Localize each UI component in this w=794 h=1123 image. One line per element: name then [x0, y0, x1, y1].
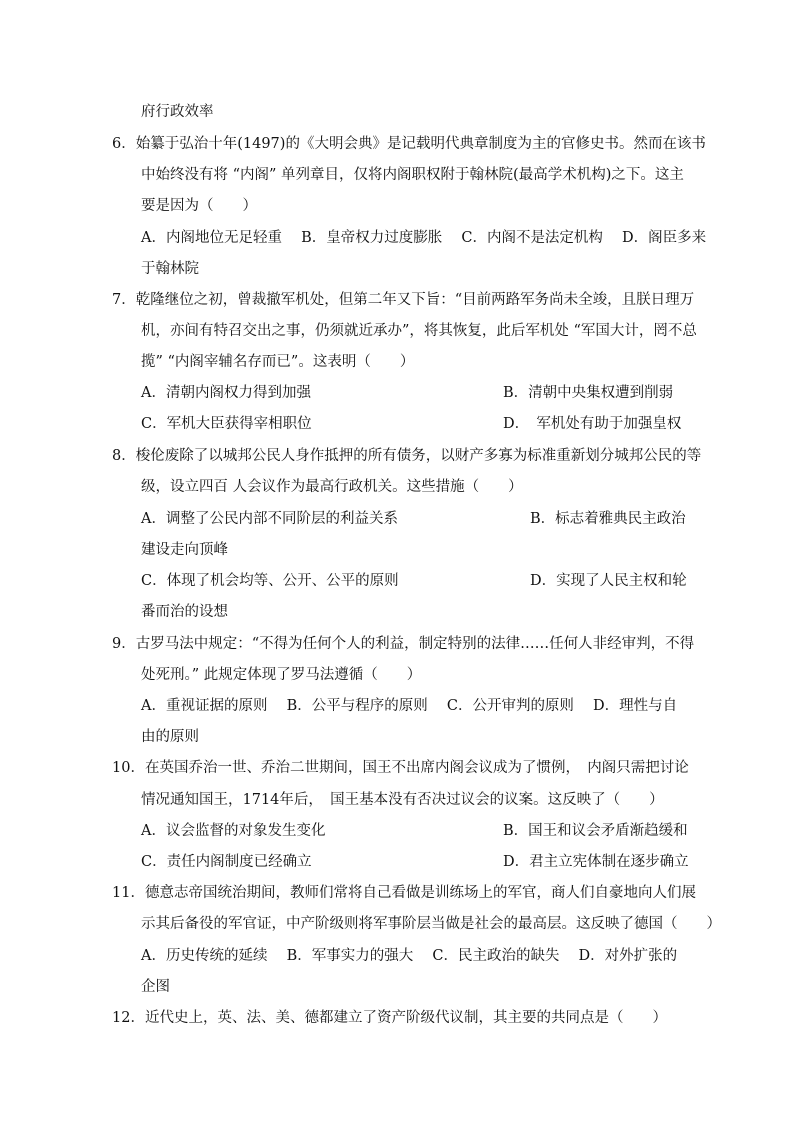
question-8-option-b-cont: 建设走向顶峰	[141, 542, 228, 558]
question-11-options-cont: 企图	[141, 979, 170, 995]
question-8-stem: 8．梭伦废除了以城邦公民人身作抵押的所有债务，以财产多寡为标准重新划分城邦公民的等	[112, 448, 702, 464]
question-10-option-a: A．议会监督的对象发生变化	[141, 823, 326, 839]
question-7-option-b: B．清朝中央集权遭到削弱	[503, 385, 674, 401]
question-8-option-a: A．调整了公民内部不同阶层的利益关系	[141, 511, 398, 527]
question-8-stem-cont: 级，设立四百 人会议作为最高行政机关。这些措施（ ）	[141, 479, 523, 495]
question-6-stem-cont: 中始终没有将 “内阁” 单列章目，仅将内阁职权附于翰林院(最高学术机构)之下。这主	[141, 167, 684, 183]
question-8-option-b: B．标志着雅典民主政治	[530, 511, 686, 527]
text-line: 府行政效率	[141, 104, 214, 120]
question-7-stem: 7．乾隆继位之初，曾裁撤军机处，但第二年又下旨：“目前两路军务尚未全竣，且朕日理万	[112, 292, 695, 308]
question-6-options: A．内阁地位无足轻重 B．皇帝权力过度膨胀 C．内阁不是法定机构 D．阁臣多来	[141, 230, 707, 246]
question-10-option-d: D．君主立宪体制在逐步确立	[503, 854, 689, 870]
question-6-options-cont: 于翰林院	[141, 261, 199, 277]
question-11-stem: 11．德意志帝国统治期间，教师们常将自己看做是训练场上的军官，商人们自豪地向人们展	[112, 885, 696, 901]
question-9-stem: 9．古罗马法中规定：“不得为任何个人的利益，制定特别的法律……任何人非经审判，不得	[112, 636, 695, 652]
question-10-stem: 10．在英国乔治一世、乔治二世期间，国王不出席内阁会议成为了惯例， 内阁只需把讨论	[112, 760, 689, 776]
question-8-option-d-cont: 番而治的设想	[141, 604, 228, 620]
question-10-option-b: B．国王和议会矛盾渐趋缓和	[503, 823, 688, 839]
question-6-stem: 6．始纂于弘治十年(1497)的《大明会典》是记载明代典章制度为主的官修史书。然而在该书	[112, 136, 706, 152]
question-10-option-c: C．责任内阁制度已经确立	[141, 854, 312, 870]
question-7-stem-cont: 揽” “内阁宰辅名存而已”。这表明（ ）	[141, 354, 415, 370]
question-9-stem-cont: 处死刑。” 此规定体现了罗马法遵循（ ）	[141, 667, 422, 683]
question-7-option-a: A．清朝内阁权力得到加强	[141, 385, 311, 401]
question-11-options: A．历史传统的延续 B．军事实力的强大 C．民主政治的缺失 D．对外扩张的	[141, 948, 678, 964]
question-6-stem-cont: 要是因为（ ）	[141, 198, 257, 214]
question-8-option-c: C．体现了机会均等、公开、公平的原则	[141, 573, 399, 589]
question-11-stem-cont: 示其后备役的军官证，中产阶级则将军事阶层当做是社会的最高层。这反映了德国（ ）	[141, 916, 721, 932]
question-7-option-d: D． 军机处有助于加强皇权	[503, 416, 682, 432]
question-7-stem-cont: 机，亦间有特召交出之事，仍须就近承办”，将其恢复，此后军机处 “军国大计，罔不总	[141, 323, 697, 339]
question-10-stem-cont: 情况通知国王，1714年后， 国王基本没有否决过议会的议案。这反映了（ ）	[141, 792, 664, 808]
question-8-option-d: D．实现了人民主权和轮	[530, 573, 687, 589]
question-9-options-cont: 由的原则	[141, 729, 199, 745]
question-9-options: A．重视证据的原则 B．公平与程序的原则 C．公开审判的原则 D．理性与自	[141, 698, 678, 714]
question-12-stem: 12．近代史上，英、法、美、德都建立了资产阶级代议制，其主要的共同点是（ ）	[112, 1010, 667, 1026]
question-7-option-c: C．军机大臣获得宰相职位	[141, 416, 312, 432]
